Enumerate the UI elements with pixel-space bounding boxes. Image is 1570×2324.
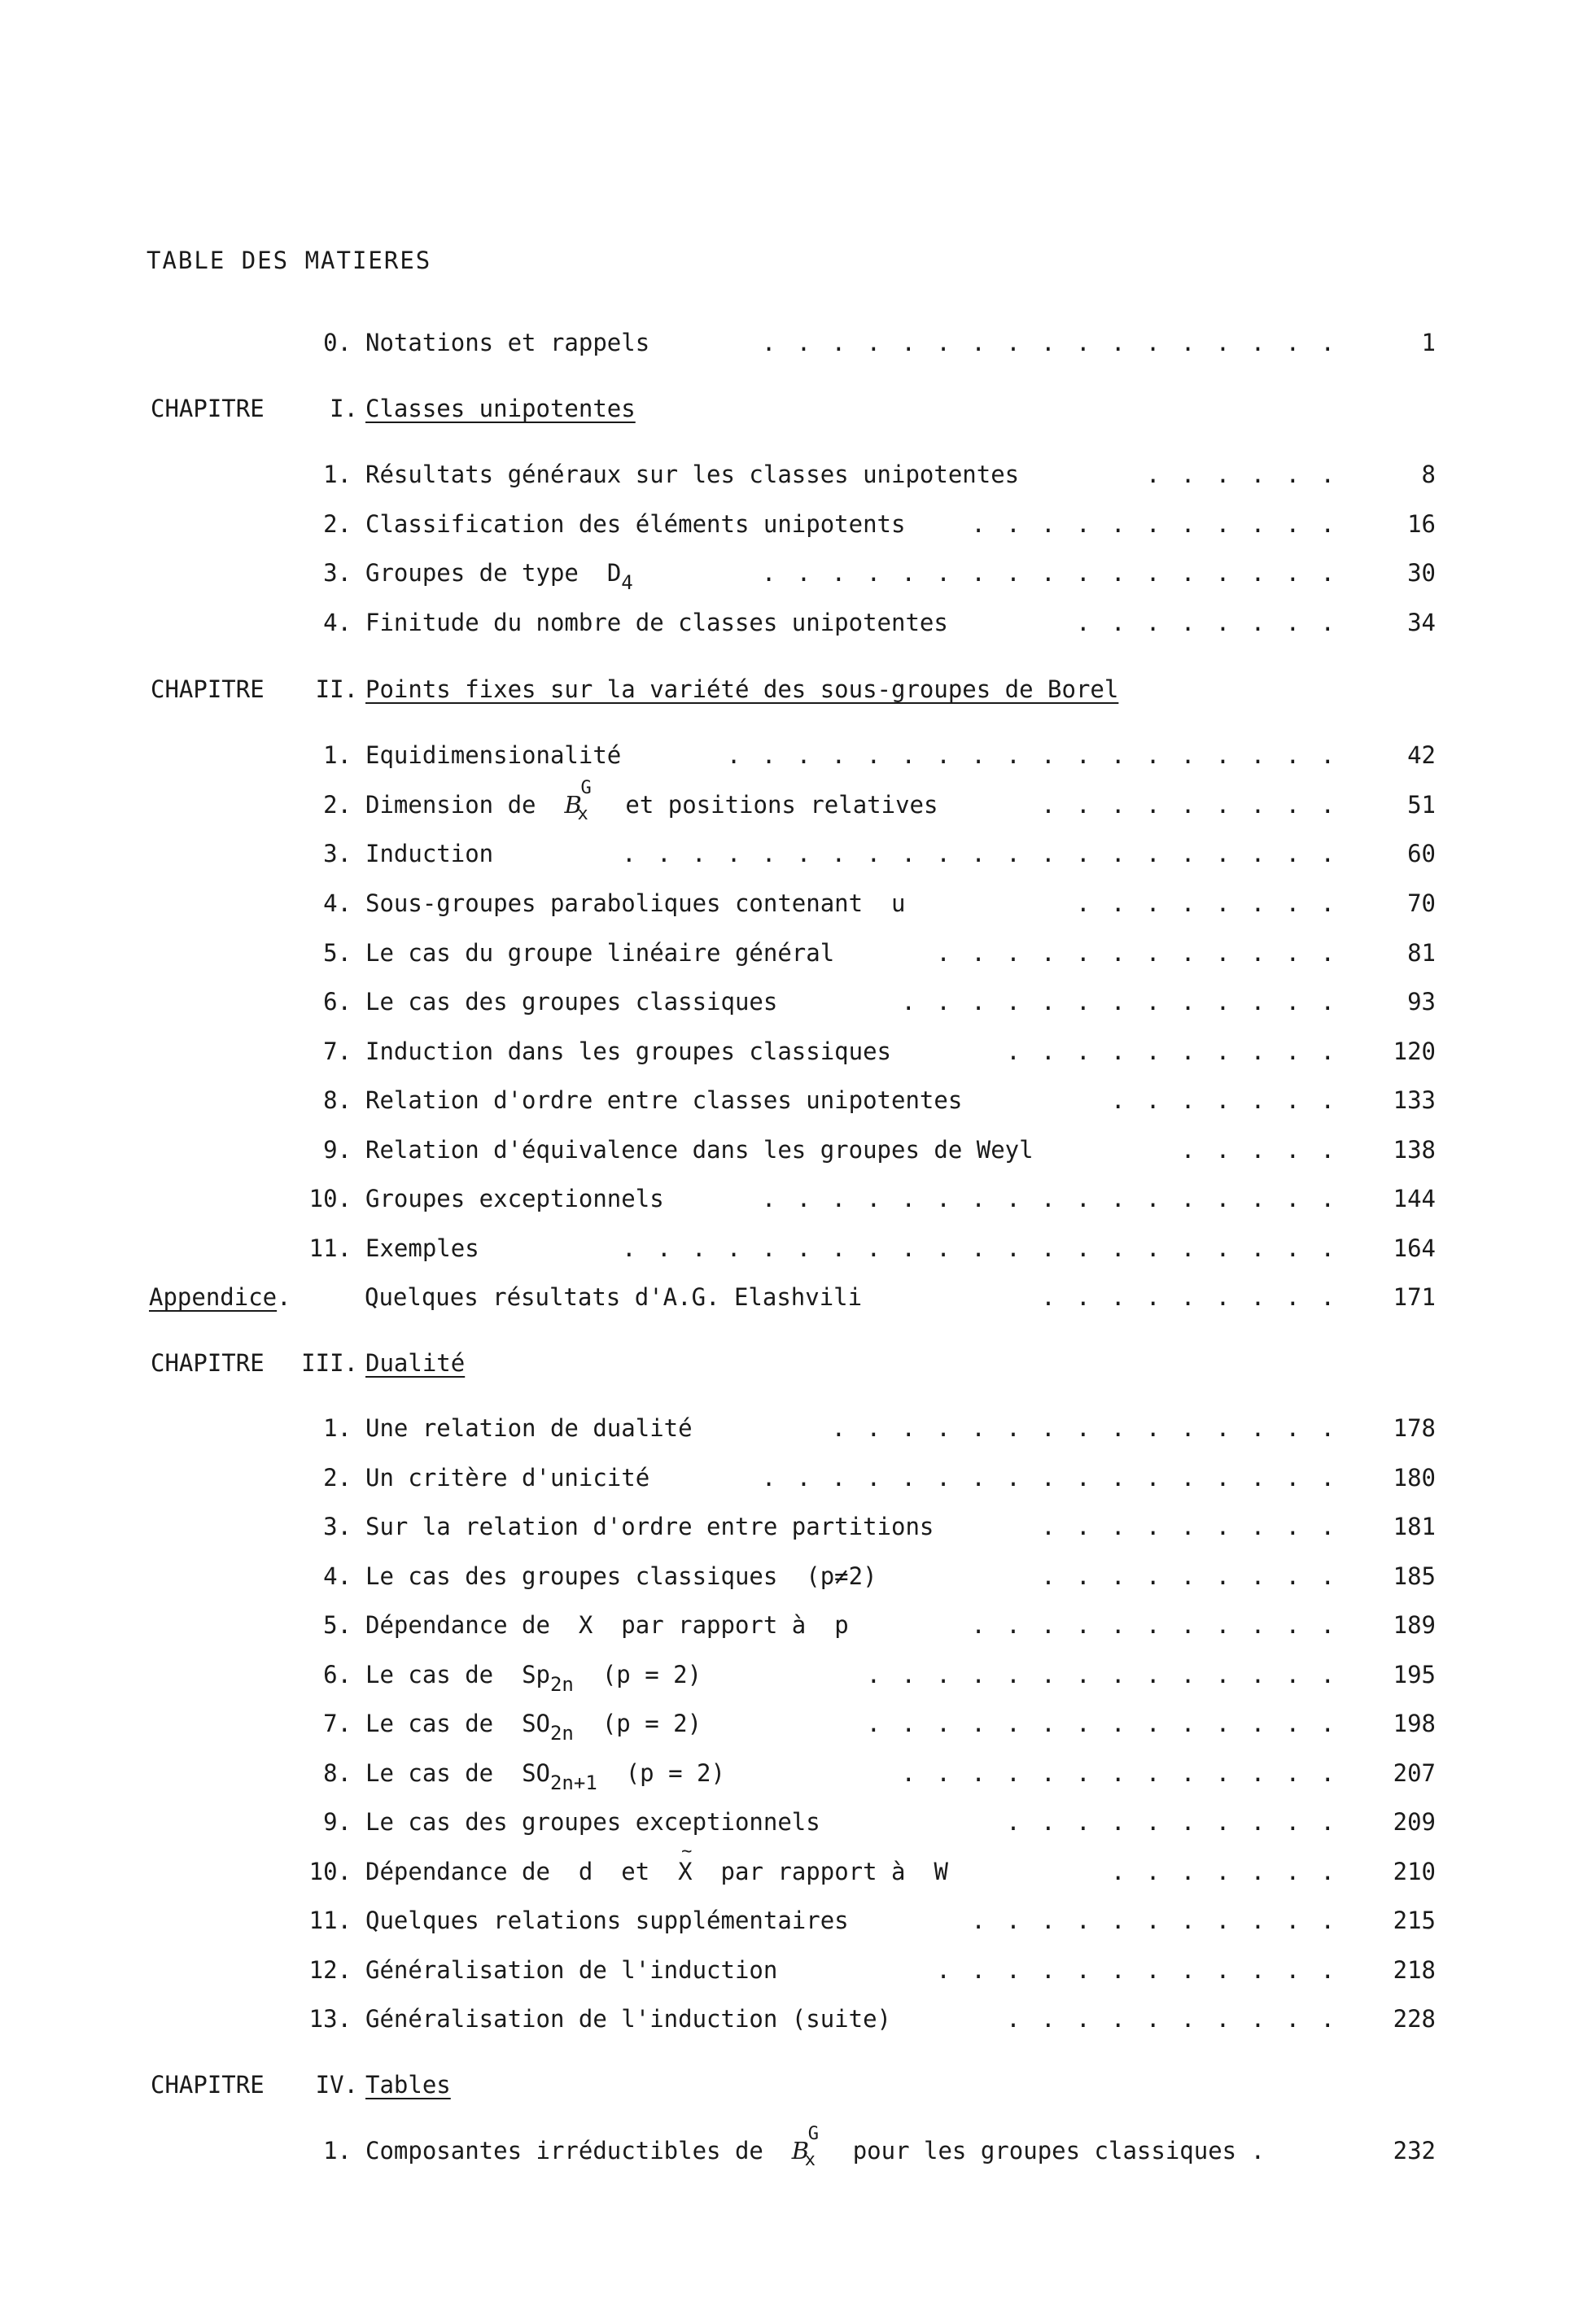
math-symbol: d xyxy=(578,1858,593,1885)
entry-title xyxy=(365,559,633,594)
dot-leader: . . . . . . . . . . . . . . . . . xyxy=(761,1185,1338,1212)
dot-leader: . . . . . . . . . . . xyxy=(971,1907,1338,1934)
chapter-heading xyxy=(0,675,1570,708)
dot-leader: . . . . . . . . . . xyxy=(1006,1038,1338,1065)
entry-title: Un critère d'unicité xyxy=(365,1464,650,1492)
math-subscript: 4 xyxy=(621,571,633,594)
entry-number: 7. xyxy=(323,1710,352,1737)
toc-entry xyxy=(0,840,1570,872)
entry-title: Groupes exceptionnels xyxy=(365,1185,664,1212)
dot-leader: . . . . . . . . xyxy=(1076,889,1338,917)
entry-number: 6. xyxy=(323,1661,352,1688)
page-number: 164 xyxy=(1393,1234,1436,1262)
entry-title: Exemples xyxy=(365,1234,479,1262)
appendix-label xyxy=(149,1283,291,1311)
math-subscript: x xyxy=(804,2150,816,2170)
page-number: 1 xyxy=(1421,329,1436,356)
entry-number: 2. xyxy=(323,1464,352,1492)
entry-title xyxy=(365,778,938,824)
dot-leader: . . . . . . . . . . . . . . . . . xyxy=(761,329,1338,356)
math-symbol: D xyxy=(606,559,622,587)
dot-leader: . . . . . . . xyxy=(1111,1858,1338,1885)
entry-title xyxy=(365,1611,849,1639)
page-number: 209 xyxy=(1393,1808,1436,1836)
page-number: 30 xyxy=(1407,559,1436,587)
dot-leader: . . . . . . . xyxy=(1111,1086,1338,1114)
entry-number: 11. xyxy=(308,1907,352,1934)
page-number: 93 xyxy=(1407,988,1436,1016)
entry-title: Equidimensionalité xyxy=(365,741,622,769)
page-number: 198 xyxy=(1393,1710,1436,1737)
entry-number: 9. xyxy=(323,1136,352,1164)
math-symbol-tilde: ~ X xyxy=(678,1858,692,1885)
page-number: 195 xyxy=(1393,1661,1436,1688)
chapter-title: Dualité xyxy=(365,1349,466,1377)
toc-entry xyxy=(0,1907,1570,1939)
toc-entry xyxy=(0,1710,1570,1745)
entry-title: Classification des éléments unipotents xyxy=(365,510,906,538)
page-number: 70 xyxy=(1407,889,1436,917)
appendix-label-text: Appendice xyxy=(149,1283,278,1311)
math-symbol: B xyxy=(564,791,582,819)
page-number: 171 xyxy=(1393,1283,1436,1311)
dot-leader: . . . . . . . . . . . xyxy=(971,510,1338,538)
borel-variety-symbol xyxy=(564,778,597,824)
chapter-label: CHAPITRE xyxy=(151,675,265,703)
page-number: 51 xyxy=(1407,791,1436,819)
page-number: 81 xyxy=(1407,939,1436,967)
entry-title xyxy=(365,1759,725,1794)
dot-leader: . . . . . . . . . . . . xyxy=(936,939,1338,967)
dot-leader: . . . . . . . . . . . . . xyxy=(901,988,1338,1016)
page-number: 181 xyxy=(1393,1513,1436,1540)
entry-title: Le cas du groupe linéaire général xyxy=(365,939,835,967)
math-symbol: u xyxy=(891,889,906,917)
dot-leader: . . . . . . . . . . . . . . . . . xyxy=(761,1464,1338,1492)
entry-title: Une relation de dualité xyxy=(365,1414,693,1442)
toc-entry xyxy=(0,1136,1570,1169)
chapter-heading xyxy=(0,2071,1570,2103)
math-superscript: G xyxy=(807,2124,820,2144)
dot-leader: . . . . . . . . . . . . . . . . . . . . . xyxy=(622,840,1338,867)
toc-entry xyxy=(0,1234,1570,1267)
math-subscript: 2n xyxy=(549,1673,574,1696)
dot-leader: . . . . . . . . . . . . . . xyxy=(866,1710,1338,1737)
entry-number: 4. xyxy=(323,889,352,917)
condition-text: (p = 2) xyxy=(625,1759,725,1787)
toc-entry xyxy=(0,2005,1570,2038)
dot-leader: . . . . . . . . . xyxy=(1041,1513,1338,1540)
toc-entry xyxy=(0,1464,1570,1496)
entry-title: Résultats généraux sur les classes unipotentes xyxy=(365,461,1020,488)
entry-number: 2. xyxy=(323,510,352,538)
entry-number: 5. xyxy=(323,1611,352,1639)
dot-leader: . . . . . . . . . . . . . . xyxy=(866,1661,1338,1688)
entry-number: 8. xyxy=(323,1086,352,1114)
entry-title-text: Dimension de xyxy=(365,791,536,819)
entry-title-text: pour les groupes classiques xyxy=(852,2137,1237,2165)
dot-leader: . . . . . xyxy=(1180,1136,1338,1164)
chapter-number: II. xyxy=(315,675,358,703)
entry-number: 10. xyxy=(308,1185,352,1212)
dot-leader: . . . . . . . . . xyxy=(1041,1283,1338,1311)
entry-title xyxy=(365,1710,702,1745)
toc-entry xyxy=(0,1513,1570,1545)
entry-number: 6. xyxy=(323,988,352,1016)
toc-entry xyxy=(0,988,1570,1020)
toc-entry xyxy=(0,510,1570,543)
math-superscript: G xyxy=(580,778,592,798)
entry-title-text: Le cas de xyxy=(365,1759,494,1787)
entry-number: 1. xyxy=(323,461,352,488)
page-number: 178 xyxy=(1393,1414,1436,1442)
entry-number: 4. xyxy=(323,609,352,636)
toc-entry xyxy=(0,939,1570,972)
entry-title xyxy=(365,1562,877,1590)
page-number: 16 xyxy=(1407,510,1436,538)
toc-entry xyxy=(0,889,1570,922)
dot-leader: . . . . . . . . . . . xyxy=(971,1611,1338,1639)
toc-entry xyxy=(0,1759,1570,1792)
entry-title xyxy=(365,1858,948,1885)
entry-title: Le cas des groupes exceptionnels xyxy=(365,1808,820,1836)
page-number: 60 xyxy=(1407,840,1436,867)
entry-title: Finitude du nombre de classes unipotentes xyxy=(365,609,948,636)
dot-leader: . . . . . . . . . xyxy=(1041,791,1338,819)
toc-entry xyxy=(0,1611,1570,1644)
page-number: 42 xyxy=(1407,741,1436,769)
condition-text: (p≠2) xyxy=(806,1562,877,1590)
chapter-label: CHAPITRE xyxy=(151,1349,265,1377)
page-number: 185 xyxy=(1393,1562,1436,1590)
math-subscript: x xyxy=(577,804,588,824)
entry-title: Induction xyxy=(365,840,494,867)
page-number: 120 xyxy=(1393,1038,1436,1065)
math-symbol: SO xyxy=(522,1759,550,1787)
chapter-heading xyxy=(0,1349,1570,1382)
entry-title: Le cas des groupes classiques xyxy=(365,988,778,1016)
page-number: 133 xyxy=(1393,1086,1436,1114)
entry-title-text: par rapport à xyxy=(621,1611,807,1639)
entry-number: 3. xyxy=(323,840,352,867)
math-subscript: 2n xyxy=(549,1722,574,1745)
entry-title: Relation d'équivalence dans les groupes de Weyl xyxy=(365,1136,1034,1164)
entry-title-text: Dépendance de xyxy=(365,1611,550,1639)
entry-title: Notations et rappels xyxy=(365,329,650,356)
entry-number: 13. xyxy=(308,2005,352,2033)
chapter-number: I. xyxy=(330,395,358,422)
entry-number: 9. xyxy=(323,1808,352,1836)
entry-number: 0. xyxy=(323,329,352,356)
entry-title: Induction dans les groupes classiques xyxy=(365,1038,892,1065)
toc-entry xyxy=(0,1808,1570,1841)
page-number: 189 xyxy=(1393,1611,1436,1639)
entry-title-text: Dépendance de xyxy=(365,1858,550,1885)
borel-variety-symbol xyxy=(791,2124,824,2170)
page-number: 232 xyxy=(1393,2137,1436,2165)
page-number: 218 xyxy=(1393,1956,1436,1984)
toc-entry xyxy=(0,1562,1570,1595)
dot-leader: . . . . . . . . . . . . . . . . . . . . . xyxy=(622,1234,1338,1262)
chapter-heading xyxy=(0,395,1570,427)
page-number: 207 xyxy=(1393,1759,1436,1787)
entry-title-text: Groupes de type xyxy=(365,559,579,587)
entry-title-text: par rapport à xyxy=(720,1858,906,1885)
entry-number: 3. xyxy=(323,1513,352,1540)
chapter-title: Classes unipotentes xyxy=(365,395,636,422)
dot-leader: . . . . . . . . . . . . . . . . . xyxy=(761,559,1338,587)
page-number: 215 xyxy=(1393,1907,1436,1934)
entry-number: 4. xyxy=(323,1562,352,1590)
toc-entry xyxy=(0,1858,1570,1890)
entry-title-text: et xyxy=(621,1858,650,1885)
entry-title-text: Le cas de xyxy=(365,1661,494,1688)
math-symbol: p xyxy=(834,1611,849,1639)
dot-leader: . . . . . . . . . . xyxy=(1006,2005,1338,2033)
entry-number: 1. xyxy=(323,2137,352,2165)
page-number: 210 xyxy=(1393,1858,1436,1885)
toc-entry xyxy=(0,461,1570,493)
toc-entry xyxy=(0,1086,1570,1119)
math-symbol: Sp xyxy=(522,1661,550,1688)
dot-leader: . . . . . . . . . . . . . . . xyxy=(831,1414,1338,1442)
condition-text: (p = 2) xyxy=(601,1710,702,1737)
math-symbol: W xyxy=(934,1858,948,1885)
math-subscript: 2n+1 xyxy=(549,1771,597,1794)
entry-title-text: Sous-groupes paraboliques contenant xyxy=(365,889,864,917)
dot-leader: . . . . . . . . . . . . . . . . . . xyxy=(726,741,1338,769)
entry-title-text: et positions relatives xyxy=(625,791,938,819)
toc-entry xyxy=(0,609,1570,641)
entry-title-text: Le cas des groupes classiques xyxy=(365,1562,778,1590)
toc-entry xyxy=(0,1185,1570,1217)
dot-leader: . . . . . . . . . . xyxy=(1006,1808,1338,1836)
chapter-label: CHAPITRE xyxy=(151,395,265,422)
entry-number: 11. xyxy=(308,1234,352,1262)
toc-entry xyxy=(0,778,1570,824)
page-number: 34 xyxy=(1407,609,1436,636)
toc-entry xyxy=(0,1414,1570,1447)
entry-title: Quelques relations supplémentaires xyxy=(365,1907,849,1934)
dot-leader: . . . . . . . . . . . . . xyxy=(901,1759,1338,1787)
appendix-label-dot: . xyxy=(277,1283,291,1311)
entry-title xyxy=(365,889,905,917)
toc-entry xyxy=(0,2124,1570,2170)
entry-number: 1. xyxy=(323,1414,352,1442)
entry-title: Relation d'ordre entre classes unipotentes xyxy=(365,1086,963,1114)
chapter-number: IV. xyxy=(315,2071,358,2099)
entry-title: Généralisation de l'induction (suite) xyxy=(365,2005,892,2033)
entry-title-text: Le cas de xyxy=(365,1710,494,1737)
toc-entry-appendix xyxy=(0,1283,1570,1316)
chapter-label: CHAPITRE xyxy=(151,2071,265,2099)
entry-number: 7. xyxy=(323,1038,352,1065)
math-symbol: X xyxy=(578,1611,593,1639)
entry-number: 1. xyxy=(323,741,352,769)
entry-title: Sur la relation d'ordre entre partitions xyxy=(365,1513,934,1540)
toc-entry xyxy=(0,741,1570,774)
toc-entry xyxy=(0,559,1570,592)
page-number: 138 xyxy=(1393,1136,1436,1164)
entry-title-text: Composantes irréductibles de xyxy=(365,2137,763,2165)
dot-leader: . . . . . . . . . xyxy=(1041,1562,1338,1590)
entry-title-end: . xyxy=(1250,2137,1266,2165)
dot-leader: . . . . . . . . . . . . xyxy=(936,1956,1338,1984)
entry-number: 3. xyxy=(323,559,352,587)
entry-number: 8. xyxy=(323,1759,352,1787)
dot-leader: . . . . . . xyxy=(1145,461,1338,488)
page-number: 8 xyxy=(1421,461,1436,488)
chapter-title: Points fixes sur la variété des sous-groupes de Borel xyxy=(365,675,1119,703)
entry-number: 12. xyxy=(308,1956,352,1984)
math-symbol: B xyxy=(791,2137,810,2165)
page-heading: TABLE DES MATIERES xyxy=(147,247,432,274)
page-number: 144 xyxy=(1393,1185,1436,1212)
page-number: 228 xyxy=(1393,2005,1436,2033)
entry-title xyxy=(365,1661,702,1696)
toc-entry xyxy=(0,1038,1570,1070)
entry-title: Quelques résultats d'A.G. Elashvili xyxy=(365,1283,863,1311)
entry-number: 2. xyxy=(323,791,352,819)
entry-number: 5. xyxy=(323,939,352,967)
page-number: 180 xyxy=(1393,1464,1436,1492)
condition-text: (p = 2) xyxy=(601,1661,702,1688)
entry-title xyxy=(365,2124,1266,2170)
math-symbol: SO xyxy=(522,1710,550,1737)
entry-title: Généralisation de l'induction xyxy=(365,1956,778,1984)
toc-entry xyxy=(0,1661,1570,1696)
dot-leader: . . . . . . . . xyxy=(1076,609,1338,636)
toc-entry xyxy=(0,329,1570,361)
entry-number: 10. xyxy=(308,1858,352,1885)
chapter-title: Tables xyxy=(365,2071,451,2099)
toc-entry xyxy=(0,1956,1570,1989)
chapter-number: III. xyxy=(301,1349,358,1377)
